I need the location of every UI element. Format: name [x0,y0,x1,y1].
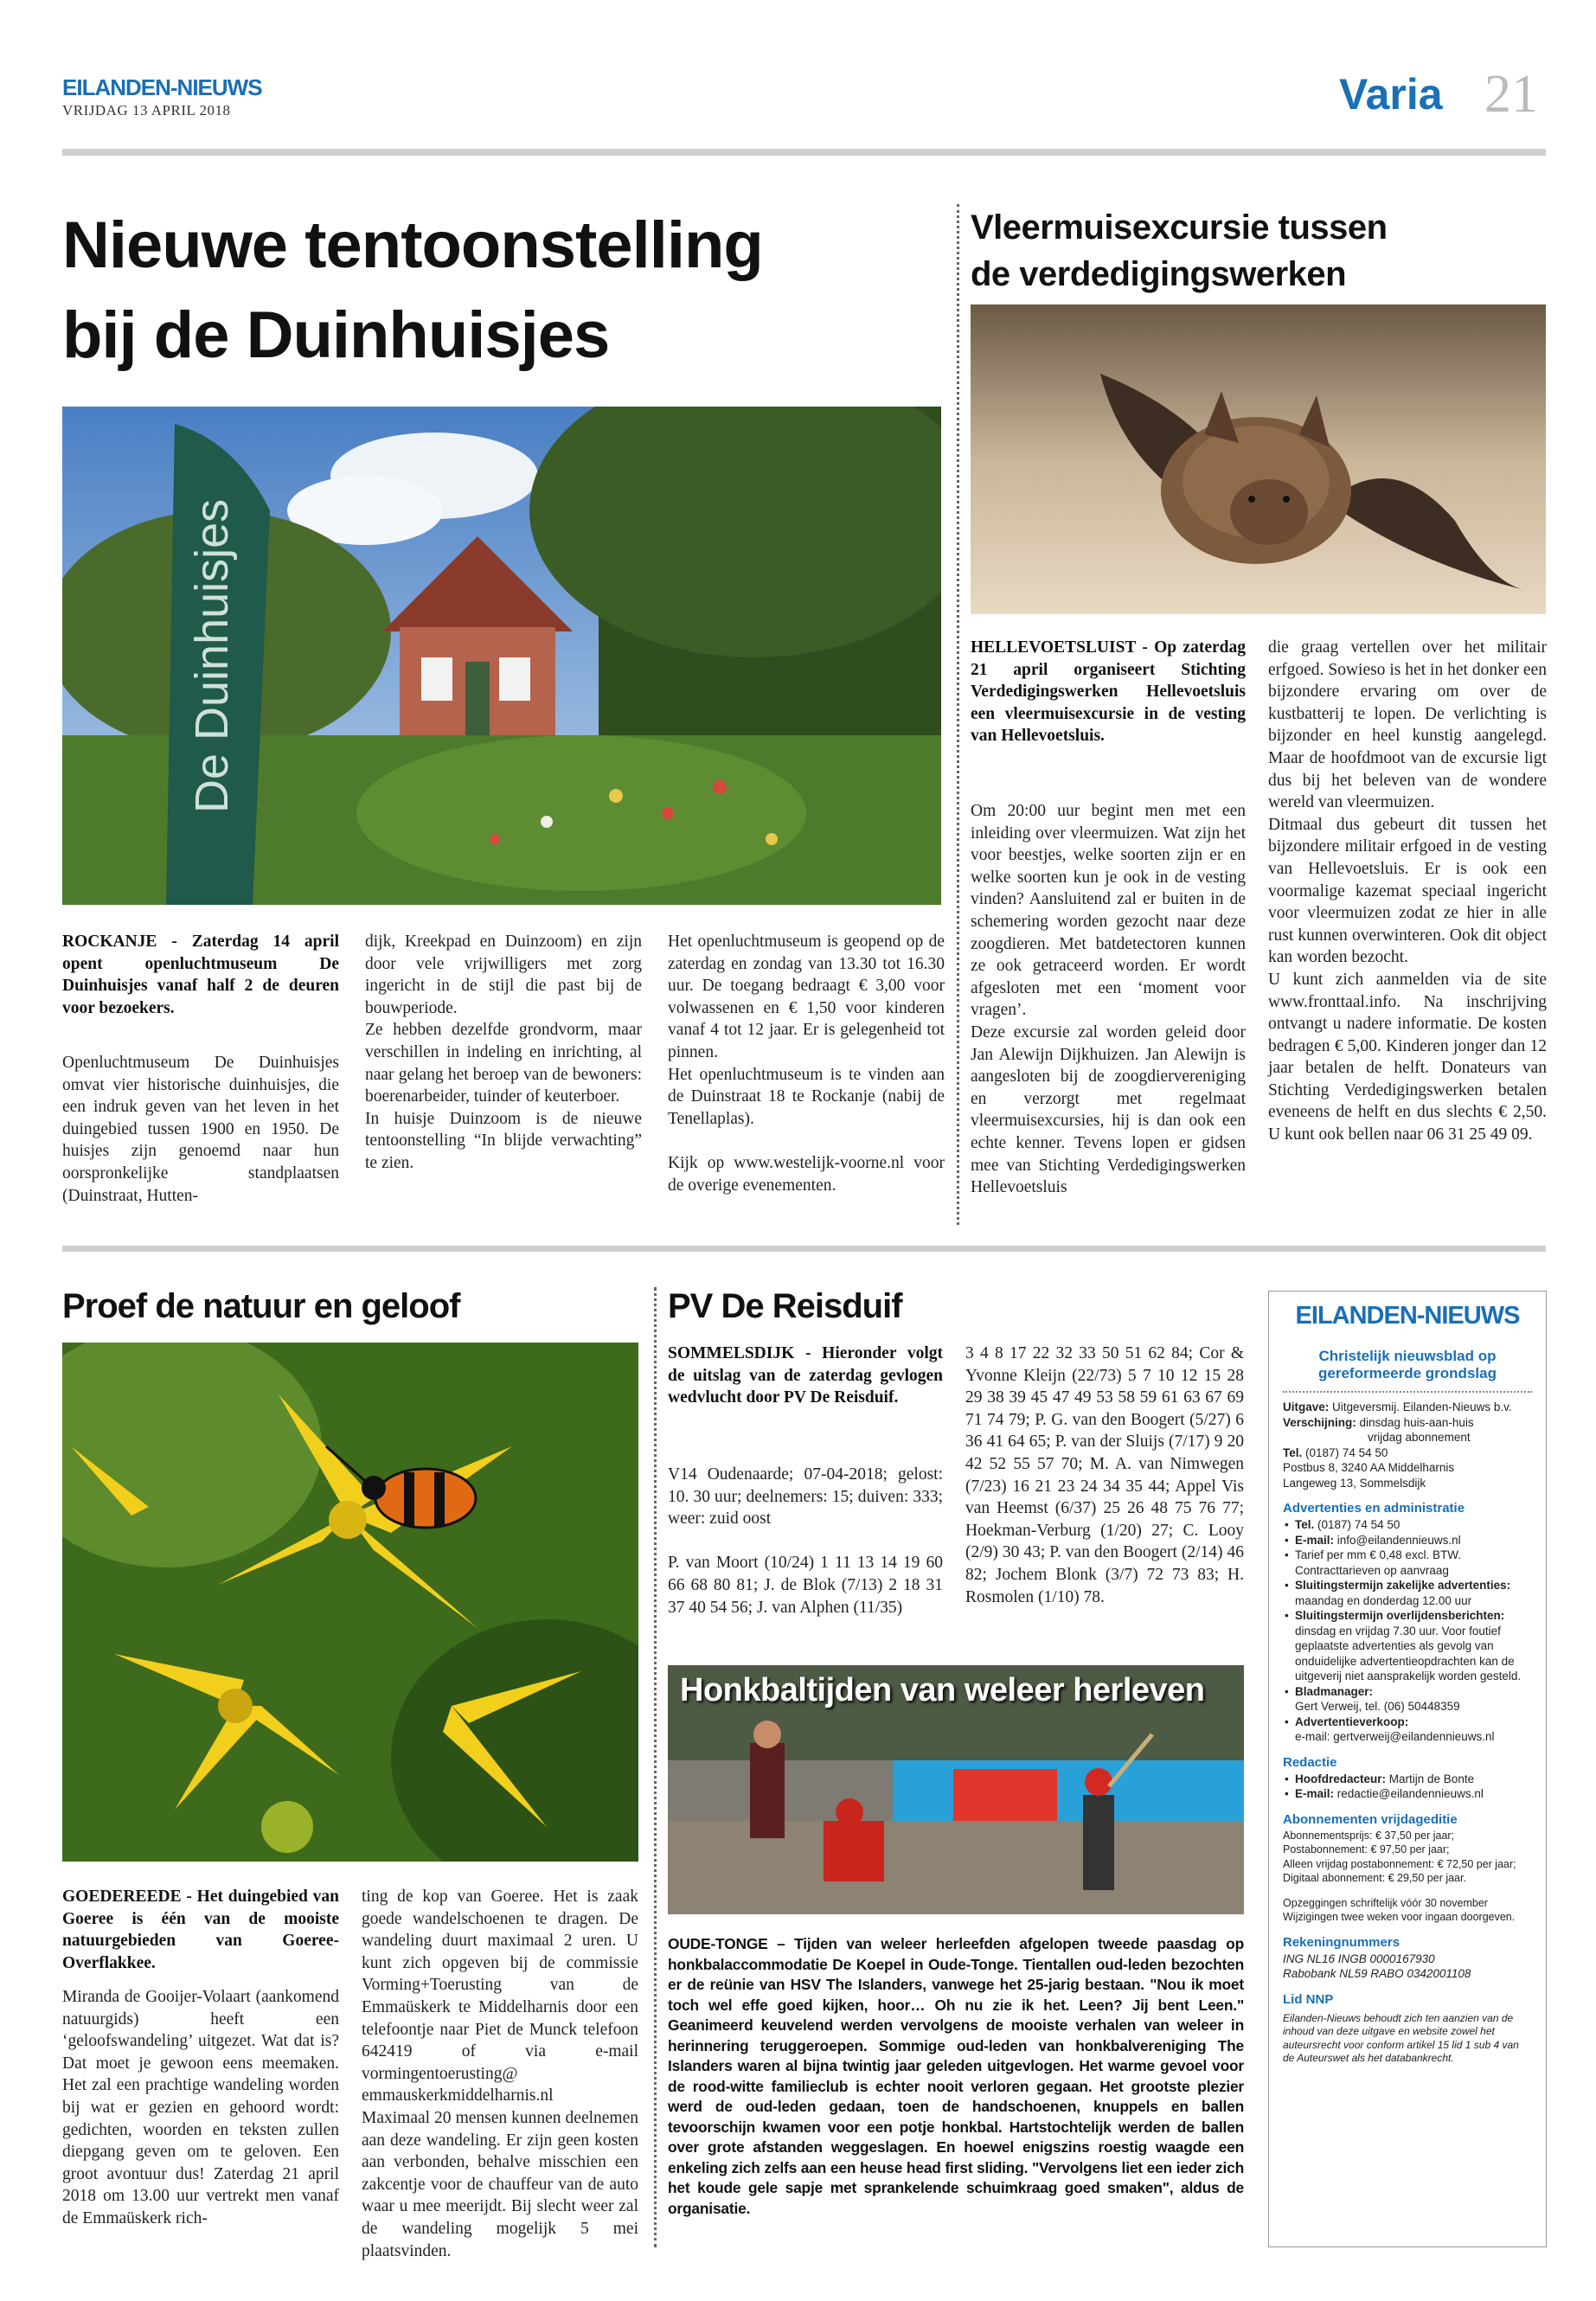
vleermuis-col-1: Om 20:00 uur begint men met een inleiding over vleermuizen. Wat zijn het voor beestjes, welke soorten zijn er en welke soorten kun je ook in de vesting vinden? Aansluitend zal er buiten in de schemering worden gezocht naar deze zoogdieren. Met batdetectoren kunnen ze ook getraceerd worden. Er wordt afgesloten met een ‘moment voor vragen’. Deze excursie zal worden geleid door Jan Alewijn Dijkhuizen. Jan Alewijn is aangesloten bij de zoogdiervereniging en verzorgt met regelmaat vleermuisexcursies, hij is dan ook een echte kenner. Tevens lopen er gidsen mee van Stichting Verdedigingswerken Hellevoetsluis [971,802,1246,1197]
headline-line-2: bij de Duinhuisjes [62,298,610,372]
uitgave-value: Uitgeversmij. Eilanden-Nieuws b.v. [1332,1400,1512,1413]
duinhuisjes-col-2: dijk, Kreekpad en Duinzoom) en zijn door vele vrijwilligers met zorg ingericht in de stijl die past bij de bouwperiode. Ze hebben dezelfde grondvorm, maar verschillen in indeling en inrichting, al naar gelang het beroep van de bewoners: boerenarbeider, tuinder of keuterboer. In huisje Duinzoom is de nieuwe tentoonstelling “In blijde verwachting” te zien. [365,933,642,1172]
redactie-heading: Redactie [1283,1754,1337,1770]
adv-tel [1283,1517,1532,1533]
adv-sluit2 [1283,1608,1532,1684]
abo-line-3: Alleen vrijdag postabonnement: € 72,50 per jaar; [1283,1857,1516,1870]
colophon-box [1268,1291,1547,2247]
rekening-ing: ING NL16 INGB 0000167930 [1283,1952,1435,1965]
abonnementen-text [1283,1829,1532,1925]
duinhuisjes-col-3: Het openluchtmuseum is geopend op de zaterdag en zondag van 13.30 tot 16.30 uur. De toegang bedraagt € 3,00 voor volwassenen en € 1,50 voor kinderen vanaf 4 tot 12 jaar. Er is gelegenheid tot pinnen. Het openluchtmuseum is te vinden aan de Duinstraat 18 te Rockanje (nabij de Tenellaplas). Kijk op www.westelijk-voorne.nl voor de overige evenementen. [668,933,945,1195]
duinhuisjes-lead: ROCKANJE - Zaterdag 14 april opent openluchtmuseum De Duinhuisjes vanaf half 2 de deuren voor bezoekers. [62,933,339,1017]
header-rule [62,149,1546,156]
abo-line-5: Opzeggingen schriftelijk vóór 30 november [1283,1896,1488,1909]
lid-nnp: Lid NNP [1283,1991,1334,2007]
photo-banner-text: De Duinhuisjes [186,498,238,813]
tel-label: Tel. [1283,1445,1303,1459]
adv-email-label: E-mail: [1295,1533,1335,1547]
red-email-value: redactie@eilandennieuws.nl [1336,1787,1484,1800]
adv-heading: Advertenties en administratie [1283,1501,1465,1516]
bat-photo [971,304,1546,614]
adv-blad-label: Bladmanager: [1295,1684,1374,1698]
natuur-col-2: ting de kop van Goeree. Het is zaak goede wandelschoenen te dragen. De wandeling duurt maximaal 2 uren. U kunt zich opgeven bij de commissie Vorming+Toerusting van de Emmaüskerk te Middelharnis door een telefoontje naar Piet de Munck telefoon 642419 of via e-mail vormingentoerusting@ emmauskerkmiddelharnis.nl Maximaal 20 mensen kunnen deelnemen aan deze wandeling. Er zijn geen kosten aan verbonden, behalve misschien een zakcentje voor de chauffeur van de auto waar u mee meerijdt. Bij slecht weer zal de wandeling mogelijk 5 mei plaatsvinden. [362,1888,638,2260]
reisduif-col-2: 3 4 8 17 22 32 33 50 51 62 84; Cor & Yvonne Kleijn (22/73) 5 7 10 12 15 28 29 38 39 45 47 49 53 58 59 61 63 67 69 71 74 79; P. G. van den Boogert (5/27) 6 36 41 64 65; P. van der Sluijs (7/17) 9 20 42 52 55 57 70; M. A. van Nimwegen (7/23) 16 21 23 24 34 35 44; Appel Vis van Heemst (6/37) 25 26 48 75 76 77; Hoekman-Verburg (1/20) 27; C. Looy (2/9) 30 43; P. van den Boogert (2/14) 46 82; Jochem Blonk (3/7) 72 73 83; H. Rosmolen (1/10) 78. [965,1344,1244,1606]
abo-line-2: Postabonnement: € 97,50 per jaar; [1283,1843,1450,1856]
tel-value: (0187) 74 54 50 [1305,1445,1388,1459]
reisduif-col-1: V14 Oudenaarde; 07-04-2018; gelost: 10. 30 uur; deelnemers: 15; duiven: 333; weer: zuid oost P. van Moort (10/24) 1 11 13 14 19 60 66 68 80 81; J. de Blok (7/13) 2 18 31 37 40 54 56; J. van Alphen (11/35) [668,1465,943,1617]
adv-verkoop-value: e-mail: gertverweij@eilandennieuws.nl [1295,1730,1495,1743]
red-hoofd-value: Martijn de Bonte [1388,1772,1475,1785]
duinhuisjes-col-1: Openluchtmuseum De Duinhuisjes omvat vier historische duinhuisjes, die een indruk geven van het leven in het duingebied tussen 1900 en 1950. De huisjes zijn genoemd naar hun oorspronkelijke standplaatsen (Duinstraat, Hutten- [62,1054,339,1205]
adv-sluit-label: Sluitingstermijn zakelijke advertenties: [1295,1579,1511,1592]
column-divider [957,204,959,1225]
abo-line-4: Digitaal abonnement: € 29,50 per jaar. [1283,1872,1466,1884]
rekening-heading: Rekeningnummers [1283,1934,1401,1950]
adv-blad-value: Gert Verweij, tel. (06) 50448359 [1295,1700,1460,1713]
verschijning-value: dinsdag huis-aan-huis [1359,1415,1474,1429]
adv-tarief [1283,1548,1532,1578]
adv-tel-label: Tel. [1295,1518,1315,1531]
colophon-divider [1283,1391,1532,1393]
vleermuis-headline [971,204,1388,298]
honkbal-body: OUDE-TONGE – Tijden van weleer herleefden afgelopen tweede paasdag op honkbalaccommodatie De Koepel in Oude-Tonge. Tientallen oud-leden bezochten er de reünie van HSV The Islanders, vanwege het 25-jarig bestaan. "Nou ik moet toch wel effe goed kijken, hoor… Oh nu zie ik het. Leen? Jij bent Leen." Geanimeerd keuvelend werden vervolgens de mooiste verhalen van weleer in herinnering teruggeroepen. Sommige oud-leden van honkbalvereniging The Islanders waren al bijna twintig jaar geleden uitgevlogen. Het warme gevoel voor de rood-witte familieclub is echter nooit verloren gegaan. Het grootste plezier werd de oud-leden gedaan, toen de handschoenen, knuppels en ballen tevoorschijn kwamen voor een potje honkbal. Hartstochtelijk werden de ballen over grote afstanden weggeslagen. En hoewel enigszins roestig waagde een enkeling zich zelfs aan een heuse head first sliding. "Vervolgens liet een ieder zich het koude gele sapje met sprankelende schuimkraag goed smaken", aldus de organisatie. [668,1935,1244,2217]
red-email [1283,1786,1532,1802]
middle-rule [62,1246,1546,1252]
postbus: Postbus 8, 3240 AA Middelharnis [1283,1461,1455,1474]
uitgave-label: Uitgave: [1283,1400,1330,1413]
adv-verkoop [1283,1715,1532,1745]
colophon-disclaimer: Eilanden-Nieuws behoudt zich ten aanzien van de inhoud van deze uitgave en website zowel het auteursrecht voor conform artikel 15 lid 1 sub 4 van de Auteurswet als het databankrecht. [1283,2011,1519,2064]
rekening-text [1283,1952,1532,1982]
redactie-list [1283,1772,1532,1802]
abo-line-6: Wijzigingen twee weken voor ingaan doorgeven. [1283,1911,1516,1923]
section-title: Varia [1339,70,1443,119]
headline-line-2: de verdedigingswerken [971,255,1347,293]
baseball-headline: Honkbaltijden van weleer herleven [680,1672,1205,1708]
headline-line-1: Vleermuisexcursie tussen [971,208,1388,247]
tagline-line-2: gereformeerde grondslag [1318,1365,1497,1381]
adv-tel-value: (0187) 74 54 50 [1317,1518,1401,1531]
duinhuisjes-headline [62,201,763,381]
colophon-logo: EILANDEN-NIEUWS [1295,1302,1520,1330]
reisduif-lead: SOMMELSDIJK - Hieronder volgt de uitslag van de zaterdag gevlogen wedvlucht door PV De Reisduif. [668,1344,943,1407]
red-hoofd [1283,1772,1532,1787]
issue-date: VRIJDAG 13 APRIL 2018 [62,102,231,119]
adv-contract-text: Contracttarieven op aanvraag [1295,1563,1449,1577]
adv-blad [1283,1684,1532,1715]
adv-sluit2-label: Sluitingstermijn overlijdensberichten: [1295,1609,1505,1622]
adv-email [1283,1533,1532,1548]
adv-sluit2-value: dinsdag en vrijdag 7.30 uur. Voor foutief geplaatste advertenties als gevolg van onduidelijke advertentieopdrachten kan de uitgeverij niet aansprakelijk worden gesteld. [1295,1624,1522,1682]
rekening-rabo: Rabobank NL59 RABO 0342001108 [1283,1967,1471,1980]
adv-email-value: info@eilandennieuws.nl [1336,1533,1461,1547]
baseball-photo [668,1665,1244,1914]
adv-tarief-text: Tarief per mm € 0,48 excl. BTW. [1295,1548,1462,1561]
red-hoofd-label: Hoofdredacteur: [1295,1772,1387,1785]
colophon-publisher [1283,1400,1532,1490]
adres: Langeweg 13, Sommelsdijk [1283,1476,1426,1490]
verschijning-label: Verschijning: [1283,1415,1356,1429]
adv-sluit [1283,1578,1532,1608]
tagline-line-1: Christelijk nieuwsblad op [1318,1348,1497,1364]
duinhuisjes-photo [62,407,941,905]
natuur-lead: GOEDEREEDE - Het duingebied van Goeree is één van de mooiste natuurgebieden van Goeree-Overflakkee. [62,1888,339,1972]
adv-list [1283,1517,1532,1745]
abonnementen-heading: Abonnementen vrijdageditie [1283,1811,1458,1827]
natuur-col-1: Miranda de Gooijer-Volaart (aankomend natuurgids) heeft een ‘geloofswandeling’ uitgezet. Wat dat is? Dat moet je gewoon eens meemaken. Het zal een prachtige wandeling worden bij wat er gezien en gehoord wordt: gedichten, woorden en teksten zullen diepgang geven om te geloven. Een groot avontuur dus! Zaterdag 21 april 2018 om 13.00 uur vertrekt men vanaf de Emmaüskerk rich- [62,1988,339,2227]
vleermuis-lead: HELLEVOETSLUIST - Op zaterdag 21 april organiseert Stichting Verdedigingswerken Hellevoetsluis een vleermuisexcursie in de vesting van Hellevoetsluis. [971,638,1246,746]
reisduif-headline: PV De Reisduif [668,1287,902,1325]
red-email-label: E-mail: [1295,1787,1335,1800]
column-divider-2 [654,1287,657,2247]
verschijning-value-2: vrijdag abonnement [1368,1431,1471,1444]
natuur-headline: Proef de natuur en geloof [62,1287,460,1325]
adv-sluit-value: maandag en donderdag 12.00 uur [1295,1593,1472,1607]
masthead-logo: EILANDEN-NIEUWS [62,74,262,100]
abo-line-1: Abonnementsprijs: € 37,50 per jaar; [1283,1829,1455,1842]
colophon-tagline [1283,1348,1532,1382]
adv-verkoop-label: Advertentieverkoop: [1295,1715,1409,1728]
page-number: 21 [1484,65,1538,124]
beetle-photo [62,1343,638,1862]
vleermuis-col-2: die graag vertellen over het militair erfgoed. Sowieso is het in het donker een bijzondere ervaring om over de kustbatterij te lopen. De verlichting is bijzonder en heel kunstig aangelegd. Maar de hoofdmoot van de excursie ligt dus bij het beleven van de wondere wereld van vleermuizen. Ditmaal dus gebeurt dit tussen het bijzondere militair erfgoed in de vesting van Hellevoetsluis. Er is ook een voormalige kazemat speciaal ingericht voor vleermuizen zodat ze hier in alle rust kunnen overwinteren. Ook dit object kan worden bezocht. U kunt zich aanmelden via de site www.fronttaal.info. Na inschrijving ontvangt u nadere informatie. De kosten bedragen € 5,00. Kinderen jonger dan 12 jaar betalen de helft. Donateurs van Stichting Verdedigingswerken betalen eveneens de helft en dus slechts € 2,50. U kunt ook bellen naar 06 31 25 49 09. [1268,638,1547,1144]
headline-line-1: Nieuwe tentoonstelling [62,208,763,282]
